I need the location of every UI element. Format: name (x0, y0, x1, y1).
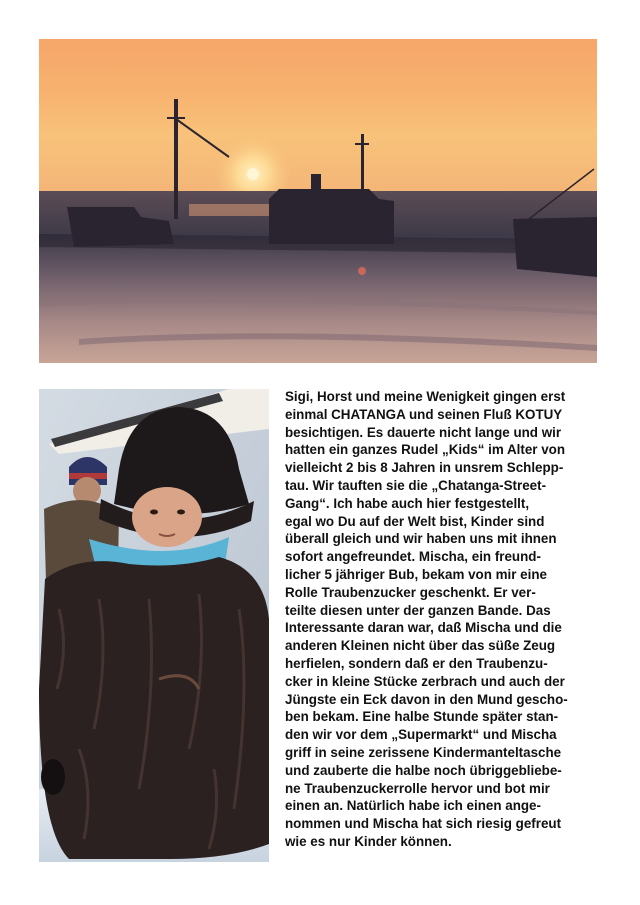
article-line: herfielen, sondern daß er den Traubenzu- (285, 655, 548, 671)
article-line: teilte diesen unter der ganzen Bande. Das (285, 602, 551, 618)
article-line: anderen Kleinen nicht über das süße Zeug (285, 638, 556, 654)
article-line: hatten ein ganzes Rudel „Kids“ im Alter von (285, 442, 566, 458)
article-line: ben bekam. Eine halbe Stunde später stan- (285, 709, 559, 725)
article-line: und zauberte die halbe noch übriggebliebe- (285, 762, 562, 778)
article-line: überall gleich und wir haben uns mit ihnen (285, 531, 557, 547)
article-line: licher 5 jähriger Bub, bekam von mir eine (285, 566, 547, 582)
article-line: nommen und Mischa hat sich riesig gefreut (285, 816, 562, 832)
article-line: wie es nur Kinder können. (285, 833, 452, 849)
child-in-fur-coat-photo (39, 389, 269, 862)
article-line: Jüngste ein Eck davon in den Mund gescho- (285, 691, 568, 707)
article-line: Rolle Traubenzucker geschenkt. Er ver- (285, 584, 536, 600)
article-line: tau. Wir tauften sie die „Chatanga-Street- (285, 477, 547, 493)
article-line: Interessante daran war, daß Mischa und die (285, 620, 562, 636)
article-text (285, 388, 603, 851)
sunset-ships-photo (39, 39, 597, 363)
article-line: cker in kleine Stücke zerbrach und auch der (285, 673, 565, 689)
article-line: ne Traubenzuckerrolle hervor und bot mir (285, 780, 550, 796)
article-line: egal wo Du auf der Welt bist, Kinder sind (285, 513, 545, 529)
article-line: besichtigen. Es dauerte nicht lange und wir (285, 424, 562, 440)
article-line: Gang“. Ich habe auch hier festgestellt, (285, 495, 530, 511)
article-line: griff in seine zerissene Kindermanteltasche (285, 744, 562, 760)
sunset-ships-image (39, 39, 597, 363)
article-line: Sigi, Horst und meine Wenigkeit gingen erst (285, 389, 566, 404)
article-line: einmal CHATANGA und seinen Fluß KOTUY (285, 406, 563, 422)
child-image (39, 389, 269, 862)
article-line: einen an. Natürlich habe ich einen ange- (285, 798, 541, 814)
article-line: vielleicht 2 bis 8 Jahren in unsrem Schlepp- (285, 460, 564, 476)
article-line: den wir vor dem „Supermarkt“ und Mischa (285, 727, 557, 743)
article-line: sofort angefreundet. Mischa, ein freund- (285, 549, 541, 565)
